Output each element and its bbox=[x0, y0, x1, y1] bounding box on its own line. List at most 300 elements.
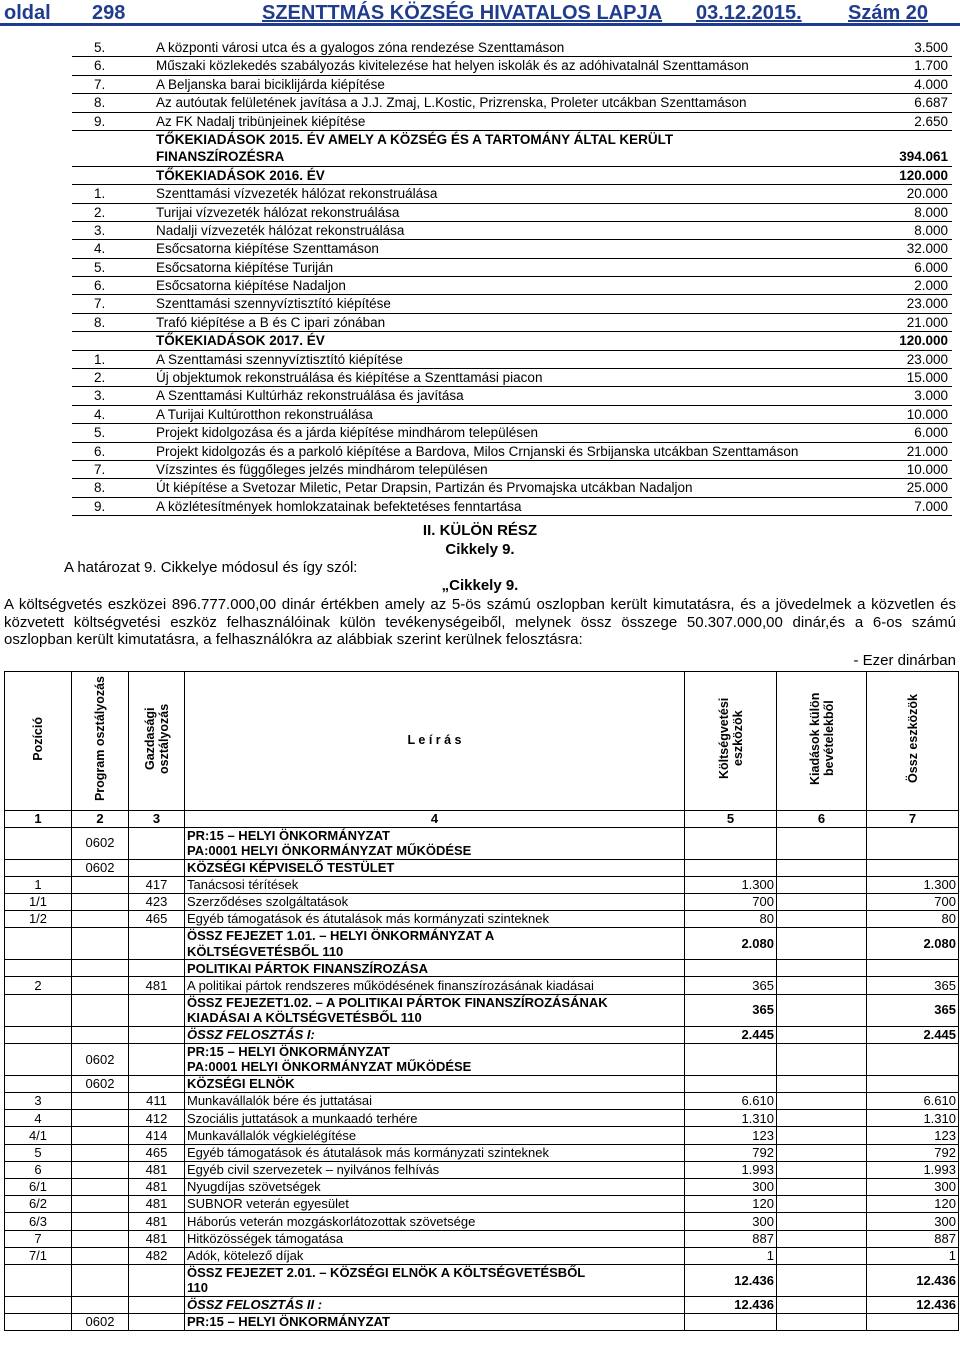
cell-program bbox=[72, 1110, 129, 1127]
project-row bbox=[72, 387, 952, 405]
project-row bbox=[72, 369, 952, 387]
cell-ossz: 887 bbox=[867, 1230, 959, 1247]
cell-koltsegvetesi: 887 bbox=[685, 1230, 777, 1247]
cell-kiadasok bbox=[777, 1075, 867, 1092]
cell-koltsegvetesi: 6.610 bbox=[685, 1093, 777, 1110]
cell-ossz bbox=[867, 1075, 959, 1092]
project-value: 6.687 bbox=[914, 95, 948, 111]
cell-kiadasok bbox=[777, 1213, 867, 1230]
header-koltsegvetesi: Költségvetési eszközök bbox=[685, 672, 777, 811]
cell-kiadasok bbox=[777, 1127, 867, 1144]
cell-description bbox=[185, 994, 685, 1026]
cell-description: Egyéb támogatások és átutalások más kormányzati szinteknek bbox=[185, 1144, 685, 1161]
project-number: 9. bbox=[94, 498, 106, 514]
cell-kiadasok bbox=[777, 911, 867, 928]
cell-ossz: 1 bbox=[867, 1247, 959, 1264]
cell-gazdasagi: 481 bbox=[129, 977, 185, 994]
table-row bbox=[5, 977, 959, 994]
cell-pozicio bbox=[5, 1075, 72, 1092]
header-oldal: oldal bbox=[4, 2, 51, 24]
project-title: Az FK Nadalj tribünjeinek kiépítése bbox=[156, 113, 366, 129]
cell-program bbox=[72, 1230, 129, 1247]
budget-table bbox=[4, 671, 959, 1331]
cell-pozicio bbox=[5, 1026, 72, 1043]
cell-kiadasok bbox=[777, 1196, 867, 1213]
cell-pozicio bbox=[5, 960, 72, 977]
project-row bbox=[72, 498, 952, 516]
cell-kiadasok bbox=[777, 1247, 867, 1264]
cell-koltsegvetesi: 1.993 bbox=[685, 1161, 777, 1178]
cell-koltsegvetesi: 300 bbox=[685, 1213, 777, 1230]
project-value: 8.000 bbox=[914, 222, 948, 238]
cell-pozicio: 7/1 bbox=[5, 1247, 72, 1264]
cell-ossz: 12.436 bbox=[867, 1264, 959, 1296]
cell-koltsegvetesi: 1 bbox=[685, 1247, 777, 1264]
cell-kiadasok bbox=[777, 1093, 867, 1110]
cell-ossz bbox=[867, 827, 959, 859]
cell-program bbox=[72, 893, 129, 910]
project-row bbox=[72, 113, 952, 131]
project-list bbox=[72, 39, 952, 516]
project-row bbox=[72, 479, 952, 497]
project-title: TŐKEKIADÁSOK 2016. ÉV bbox=[156, 167, 325, 183]
description-line: ÖSSZ FEJEZET 1.01. – HELYI ÖNKORMÁNYZAT A bbox=[187, 928, 495, 944]
header-page-number: 298 bbox=[92, 2, 126, 24]
project-number: 6. bbox=[94, 278, 106, 294]
project-value: 10.000 bbox=[906, 461, 948, 477]
cell-program bbox=[72, 1178, 129, 1195]
header-date: 03.12.2015. bbox=[696, 2, 802, 24]
cell-koltsegvetesi: 700 bbox=[685, 893, 777, 910]
project-number: 8. bbox=[94, 314, 106, 330]
cell-kiadasok bbox=[777, 1043, 867, 1075]
description-line: 110 bbox=[187, 1280, 208, 1296]
cell-kiadasok bbox=[777, 960, 867, 977]
cell-kiadasok bbox=[777, 893, 867, 910]
project-title: A Beljanska barai biciklijárda kiépítése bbox=[156, 76, 385, 92]
section-subtitle: Cikkely 9. bbox=[445, 541, 515, 558]
cell-program bbox=[72, 1127, 129, 1144]
table-row bbox=[5, 1043, 959, 1075]
cell-koltsegvetesi: 1.300 bbox=[685, 876, 777, 893]
cell-ossz bbox=[867, 1314, 959, 1331]
cell-program: 0602 bbox=[72, 1043, 129, 1075]
cell-description: Hitközösségek támogatása bbox=[185, 1230, 685, 1247]
cell-gazdasagi: 412 bbox=[129, 1110, 185, 1127]
cell-pozicio bbox=[5, 994, 72, 1026]
cell-ossz: 12.436 bbox=[867, 1296, 959, 1313]
project-row bbox=[72, 57, 952, 75]
header-publication: SZENTTMÁS KÖZSÉG HIVATALOS LAPJA bbox=[262, 2, 663, 24]
cell-program bbox=[72, 1213, 129, 1230]
cell-koltsegvetesi: 2.445 bbox=[685, 1026, 777, 1043]
project-value: 3.000 bbox=[914, 388, 948, 404]
cell-program: 0602 bbox=[72, 827, 129, 859]
project-number: 5. bbox=[94, 425, 106, 441]
description-line: ÖSSZ FEJEZET 2.01. – KÖZSÉGI ELNÖK A KÖLTSÉGVETÉSBŐL bbox=[187, 1264, 586, 1280]
table-row bbox=[5, 1247, 959, 1264]
project-value: 10.000 bbox=[906, 406, 948, 422]
project-number: 5. bbox=[94, 259, 106, 275]
project-row bbox=[72, 259, 952, 277]
table-row bbox=[5, 928, 959, 960]
description-line: PR:15 – HELYI ÖNKORMÁNYZAT bbox=[187, 1043, 390, 1059]
cell-program bbox=[72, 994, 129, 1026]
cell-description: KÖZSÉGI ELNÖK bbox=[185, 1075, 685, 1092]
project-number: 7. bbox=[94, 461, 106, 477]
project-number: 7. bbox=[94, 76, 106, 92]
cell-program bbox=[72, 977, 129, 994]
cell-gazdasagi: 414 bbox=[129, 1127, 185, 1144]
project-title: A központi városi utca és a gyalogos zóna rendezése Szenttamáson bbox=[156, 40, 565, 55]
cell-program bbox=[72, 1093, 129, 1110]
cell-koltsegvetesi bbox=[685, 960, 777, 977]
cell-gazdasagi: 482 bbox=[129, 1247, 185, 1264]
project-value: 20.000 bbox=[906, 186, 948, 202]
cell-program bbox=[72, 928, 129, 960]
project-row bbox=[72, 424, 952, 442]
cell-ossz: 365 bbox=[867, 994, 959, 1026]
cell-ossz: 80 bbox=[867, 911, 959, 928]
project-number: 2. bbox=[94, 204, 106, 220]
cell-ossz: 365 bbox=[867, 977, 959, 994]
cell-kiadasok bbox=[777, 1264, 867, 1296]
project-row bbox=[72, 314, 952, 332]
cell-kiadasok bbox=[777, 928, 867, 960]
project-value: 4.000 bbox=[914, 76, 948, 92]
cell-pozicio: 4 bbox=[5, 1110, 72, 1127]
project-title: Esőcsatorna kiépítése Szenttamáson bbox=[156, 241, 379, 257]
project-row bbox=[72, 39, 952, 57]
cell-description: ÖSSZ FELOSZTÁS II : bbox=[185, 1296, 685, 1313]
cell-description: Egyéb civil szervezetek – nyilvános felhívás bbox=[185, 1161, 685, 1178]
project-value: 21.000 bbox=[906, 314, 948, 330]
cell-program bbox=[72, 911, 129, 928]
cell-gazdasagi bbox=[129, 1296, 185, 1313]
project-number: 4. bbox=[94, 241, 106, 257]
cell-description: KÖZSÉGI KÉPVISELŐ TESTÜLET bbox=[185, 859, 685, 876]
table-row bbox=[5, 1075, 959, 1092]
cell-description: Egyéb támogatások és átutalások más kormányzati szinteknek bbox=[185, 911, 685, 928]
cell-kiadasok bbox=[777, 827, 867, 859]
table-row bbox=[5, 1296, 959, 1313]
cell-ossz: 2.445 bbox=[867, 1026, 959, 1043]
project-number: 2. bbox=[94, 370, 106, 386]
cell-koltsegvetesi: 365 bbox=[685, 994, 777, 1026]
cell-description: Nyugdíjas szövetségek bbox=[185, 1178, 685, 1195]
cell-program bbox=[72, 960, 129, 977]
project-row bbox=[72, 167, 952, 185]
cell-gazdasagi bbox=[129, 1075, 185, 1092]
table-row bbox=[5, 1196, 959, 1213]
project-number: 8. bbox=[94, 480, 106, 496]
project-value: 120.000 bbox=[899, 167, 948, 183]
table-row bbox=[5, 1127, 959, 1144]
cell-ossz: 120 bbox=[867, 1196, 959, 1213]
table-row bbox=[5, 960, 959, 977]
header-program: Program osztályozás bbox=[72, 672, 129, 811]
project-value: 1.700 bbox=[914, 58, 948, 74]
cell-gazdasagi: 481 bbox=[129, 1196, 185, 1213]
cell-program bbox=[72, 1296, 129, 1313]
project-value: 23.000 bbox=[906, 296, 948, 312]
cell-program bbox=[72, 1144, 129, 1161]
project-title: Turijai vízvezeték hálózat rekonstruálása bbox=[156, 204, 400, 220]
cell-pozicio: 4/1 bbox=[5, 1127, 72, 1144]
project-title: Szenttamási vízvezeték hálózat rekonstruálása bbox=[156, 186, 438, 202]
cell-description bbox=[185, 1264, 685, 1296]
cell-ossz bbox=[867, 859, 959, 876]
cell-gazdasagi: 423 bbox=[129, 893, 185, 910]
cell-koltsegvetesi: 120 bbox=[685, 1196, 777, 1213]
project-title: Új objektumok rekonstruálása és kiépítése a Szenttamási piacon bbox=[156, 370, 543, 386]
project-row bbox=[72, 332, 952, 350]
cell-gazdasagi bbox=[129, 1264, 185, 1296]
cell-pozicio bbox=[5, 859, 72, 876]
project-row bbox=[72, 131, 952, 148]
cell-gazdasagi: 481 bbox=[129, 1178, 185, 1195]
page-header bbox=[0, 0, 960, 26]
project-title: Szenttamási szennyvíztisztító kiépítése bbox=[156, 296, 391, 312]
project-value: 6.000 bbox=[914, 259, 948, 275]
project-row bbox=[72, 148, 952, 166]
cell-pozicio bbox=[5, 1314, 72, 1331]
cell-description: Adók, kötelező díjak bbox=[185, 1247, 685, 1264]
project-row bbox=[72, 94, 952, 112]
section-title: II. KÜLÖN RÉSZ bbox=[422, 522, 538, 539]
cell-kiadasok bbox=[777, 994, 867, 1026]
body-paragraph: A költségvetés eszközei 896.777.000,00 dinár értékben amely az 5-ös számú oszlopban került kimutatásra, és a jövedelmek a közvetlen és közvetett költségvetési eszköz felhasználóinak külön tevékenységeiből, melynek össz összege 50.307.000,00 dinár,és a 6-os számú oszlopban került kimutatásra, a felhasználókra az alábbiak szerint kerülnek felosztásra: bbox=[4, 596, 956, 648]
project-number: 9. bbox=[94, 113, 106, 129]
cell-koltsegvetesi: 12.436 bbox=[685, 1264, 777, 1296]
project-row bbox=[72, 406, 952, 424]
project-title: FINANSZÍROZÉSRA bbox=[156, 149, 285, 165]
cell-pozicio: 6/2 bbox=[5, 1196, 72, 1213]
cell-pozicio: 6/1 bbox=[5, 1178, 72, 1195]
cell-gazdasagi: 417 bbox=[129, 876, 185, 893]
cell-description: Szerződéses szolgáltatások bbox=[185, 893, 685, 910]
project-number: 1. bbox=[94, 186, 106, 202]
header-gazdasagi: Gazdasági osztályozás bbox=[129, 672, 185, 811]
cell-koltsegvetesi: 1.310 bbox=[685, 1110, 777, 1127]
cell-koltsegvetesi bbox=[685, 827, 777, 859]
cell-kiadasok bbox=[777, 1026, 867, 1043]
cell-kiadasok bbox=[777, 1110, 867, 1127]
cell-ossz: 300 bbox=[867, 1213, 959, 1230]
header-ossz: Össz eszközök bbox=[867, 672, 959, 811]
table-row bbox=[5, 1093, 959, 1110]
project-title: A Szenttamási szennyvíztisztító kiépítése bbox=[156, 351, 403, 367]
cell-program bbox=[72, 1161, 129, 1178]
cell-gazdasagi: 481 bbox=[129, 1230, 185, 1247]
cell-description: Háborús veterán mozgáskorlátozottak szövetsége bbox=[185, 1213, 685, 1230]
project-value: 394.061 bbox=[899, 149, 948, 165]
project-value: 15.000 bbox=[906, 370, 948, 386]
cell-program bbox=[72, 1247, 129, 1264]
cell-gazdasagi: 465 bbox=[129, 1144, 185, 1161]
cell-description: Szociális juttatások a munkaadó terhére bbox=[185, 1110, 685, 1127]
description-line: KÖLTSÉGVETÉSBŐL 110 bbox=[187, 943, 344, 959]
cell-ossz: 123 bbox=[867, 1127, 959, 1144]
cell-koltsegvetesi: 300 bbox=[685, 1178, 777, 1195]
table-row bbox=[5, 1178, 959, 1195]
table-row bbox=[5, 1264, 959, 1296]
project-title: Vízszintes és függőleges jelzés mindhárom településen bbox=[156, 461, 488, 477]
cell-description: Tanácsosi térítések bbox=[185, 876, 685, 893]
project-value: 3.500 bbox=[914, 40, 948, 55]
project-row bbox=[72, 461, 952, 479]
table-row bbox=[5, 1230, 959, 1247]
cell-koltsegvetesi: 2.080 bbox=[685, 928, 777, 960]
cell-gazdasagi bbox=[129, 827, 185, 859]
cell-gazdasagi bbox=[129, 859, 185, 876]
project-row bbox=[72, 204, 952, 222]
table-row bbox=[5, 1161, 959, 1178]
project-title: A Turijai Kultúrotthon rekonstruálása bbox=[156, 406, 373, 422]
project-row bbox=[72, 351, 952, 369]
cell-description: A politikai pártok rendszeres működésének finanszírozásának kiadásai bbox=[185, 977, 685, 994]
cell-koltsegvetesi: 123 bbox=[685, 1127, 777, 1144]
cell-gazdasagi bbox=[129, 1043, 185, 1075]
project-value: 120.000 bbox=[899, 333, 948, 349]
cell-kiadasok bbox=[777, 876, 867, 893]
cell-program bbox=[72, 1264, 129, 1296]
cell-kiadasok bbox=[777, 1144, 867, 1161]
column-number: 7 bbox=[867, 810, 959, 827]
project-row bbox=[72, 277, 952, 295]
project-title: Az autóutak felületének javítása a J.J. Zmaj, L.Kostic, Prizrenska, Proleter utcákban Szenttamáson bbox=[156, 95, 747, 111]
project-title: A közlétesítmények homlokzatainak befektetéses fenntartása bbox=[156, 498, 522, 514]
cell-description: ÖSSZ FELOSZTÁS I: bbox=[185, 1026, 685, 1043]
project-value: 25.000 bbox=[906, 480, 948, 496]
cell-koltsegvetesi: 80 bbox=[685, 911, 777, 928]
cell-ossz: 6.610 bbox=[867, 1093, 959, 1110]
cell-koltsegvetesi bbox=[685, 1043, 777, 1075]
table-row bbox=[5, 911, 959, 928]
project-value: 23.000 bbox=[906, 351, 948, 367]
table-row bbox=[5, 1144, 959, 1161]
cell-kiadasok bbox=[777, 1161, 867, 1178]
cell-description: POLITIKAI PÁRTOK FINANSZÍROZÁSA bbox=[185, 960, 685, 977]
cell-kiadasok bbox=[777, 859, 867, 876]
project-number: 4. bbox=[94, 406, 106, 422]
unit-label: - Ezer dinárban bbox=[853, 652, 956, 669]
project-title: A Szenttamási Kultúrház rekonstruálása és javítása bbox=[156, 388, 464, 404]
project-title: TŐKEKIADÁSOK 2015. ÉV AMELY A KÖZSÉG ÉS A TARTOMÁNY ÁLTAL KERÜLT bbox=[156, 131, 674, 147]
table-row bbox=[5, 1110, 959, 1127]
cell-description bbox=[185, 827, 685, 859]
table-row bbox=[5, 859, 959, 876]
cell-gazdasagi: 481 bbox=[129, 1161, 185, 1178]
cell-pozicio bbox=[5, 1296, 72, 1313]
project-number: 8. bbox=[94, 95, 106, 111]
cell-description bbox=[185, 1043, 685, 1075]
table-row bbox=[5, 876, 959, 893]
project-row bbox=[72, 443, 952, 461]
cell-gazdasagi: 465 bbox=[129, 911, 185, 928]
project-title: Projekt kidolgozás és a parkoló kiépítése a Bardova, Milos Crnjanski és Srbijanska utcákban Szenttamáson bbox=[156, 443, 799, 459]
table-row bbox=[5, 1026, 959, 1043]
project-row bbox=[72, 222, 952, 240]
project-number: 6. bbox=[94, 443, 106, 459]
cell-program bbox=[72, 1196, 129, 1213]
project-value: 6.000 bbox=[914, 425, 948, 441]
project-title: Esőcsatorna kiépítése Turiján bbox=[156, 259, 334, 275]
cell-description: Munkavállalók bére és juttatásai bbox=[185, 1093, 685, 1110]
cell-gazdasagi: 481 bbox=[129, 1213, 185, 1230]
project-number: 6. bbox=[94, 58, 106, 74]
cell-gazdasagi bbox=[129, 928, 185, 960]
cell-ossz: 2.080 bbox=[867, 928, 959, 960]
cell-koltsegvetesi: 12.436 bbox=[685, 1296, 777, 1313]
cell-gazdasagi bbox=[129, 994, 185, 1026]
project-value: 2.000 bbox=[914, 278, 948, 294]
column-number: 1 bbox=[5, 810, 72, 827]
cell-koltsegvetesi: 792 bbox=[685, 1144, 777, 1161]
cell-program bbox=[72, 876, 129, 893]
project-row bbox=[72, 185, 952, 203]
cell-ossz bbox=[867, 960, 959, 977]
project-title: Műszaki közlekedés szabályozás kivitelezése hat helyen iskolák és az adóhivatalnál Szenttamáson bbox=[156, 58, 749, 74]
cell-gazdasagi bbox=[129, 1314, 185, 1331]
cell-kiadasok bbox=[777, 1314, 867, 1331]
cell-ossz: 700 bbox=[867, 893, 959, 910]
description-line: PA:0001 HELYI ÖNKORMÁNYZAT MŰKÖDÉSE bbox=[187, 1059, 472, 1075]
cell-gazdasagi bbox=[129, 1026, 185, 1043]
cell-gazdasagi: 411 bbox=[129, 1093, 185, 1110]
cell-ossz: 1.993 bbox=[867, 1161, 959, 1178]
cell-program: 0602 bbox=[72, 1075, 129, 1092]
project-row bbox=[72, 76, 952, 94]
cell-pozicio: 2 bbox=[5, 977, 72, 994]
cell-description bbox=[185, 928, 685, 960]
project-number: 5. bbox=[94, 40, 106, 55]
project-row bbox=[72, 295, 952, 313]
column-number: 4 bbox=[185, 810, 685, 827]
cell-program bbox=[72, 1026, 129, 1043]
cell-koltsegvetesi bbox=[685, 1314, 777, 1331]
cell-ossz: 300 bbox=[867, 1178, 959, 1195]
cell-pozicio: 6 bbox=[5, 1161, 72, 1178]
project-row bbox=[72, 240, 952, 258]
project-value: 21.000 bbox=[906, 443, 948, 459]
cell-ossz bbox=[867, 1043, 959, 1075]
header-pozicio: Pozíció bbox=[5, 672, 72, 811]
cell-kiadasok bbox=[777, 1230, 867, 1247]
project-number: 3. bbox=[94, 222, 106, 238]
cell-kiadasok bbox=[777, 1296, 867, 1313]
column-number: 6 bbox=[777, 810, 867, 827]
table-row bbox=[5, 1213, 959, 1230]
table-row bbox=[5, 827, 959, 859]
quoted-article: „Cikkely 9. bbox=[441, 577, 519, 594]
project-title: TŐKEKIADÁSOK 2017. ÉV bbox=[156, 333, 325, 349]
cell-program: 0602 bbox=[72, 1314, 129, 1331]
cell-pozicio bbox=[5, 1043, 72, 1075]
amendment-text: A határozat 9. Cikkelye módosul és így szól: bbox=[64, 559, 358, 576]
cell-kiadasok bbox=[777, 977, 867, 994]
cell-description: SUBNOR veterán egyesület bbox=[185, 1196, 685, 1213]
project-number: 3. bbox=[94, 388, 106, 404]
description-line: KIADÁSAI A KÖLTSÉGVETÉSBŐL 110 bbox=[187, 1010, 422, 1026]
cell-pozicio bbox=[5, 928, 72, 960]
cell-pozicio: 1 bbox=[5, 876, 72, 893]
column-number-row bbox=[5, 810, 959, 827]
column-number: 5 bbox=[685, 810, 777, 827]
cell-koltsegvetesi: 365 bbox=[685, 977, 777, 994]
header-kiadasok: Kiadások külön bevételekből bbox=[777, 672, 867, 811]
table-row bbox=[5, 1314, 959, 1331]
